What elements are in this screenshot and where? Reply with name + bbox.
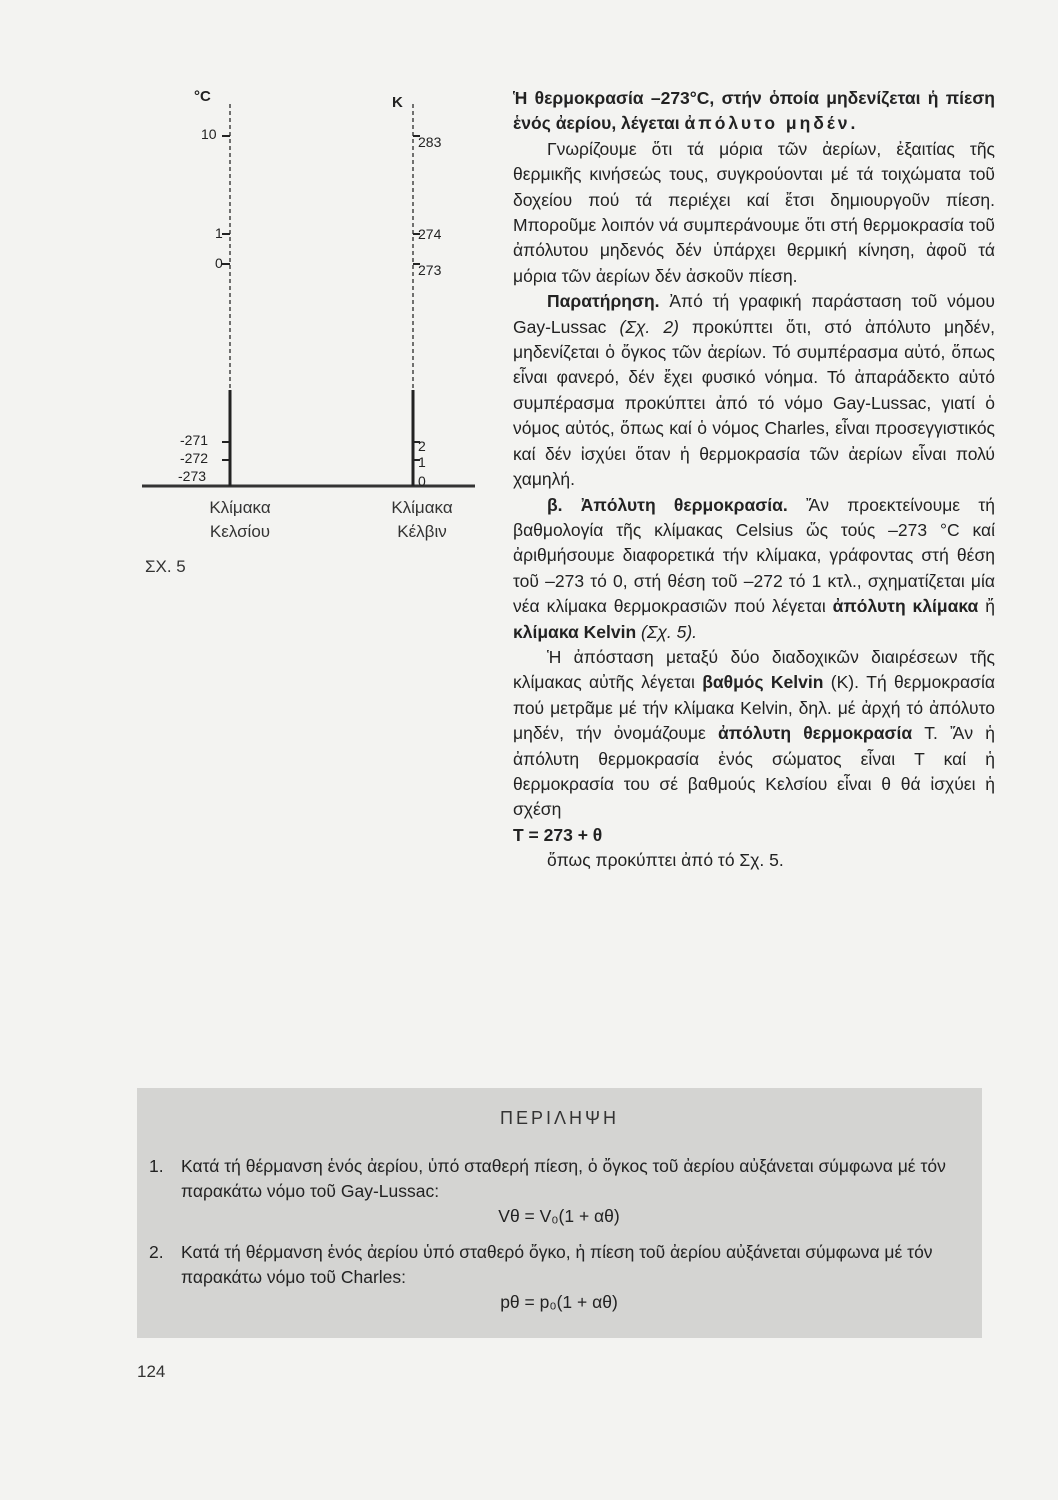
figure-caption: ΣΧ. 5 bbox=[145, 557, 186, 576]
kelvin-tick-label: 274 bbox=[418, 226, 442, 242]
celsius-tick-label: 10 bbox=[201, 126, 217, 142]
kelvin-unit: K bbox=[392, 94, 403, 111]
summary-title: ΠΕΡΙΛΗΨΗ bbox=[499, 1108, 620, 1128]
charles-formula: pθ = p₀(1 + αθ) bbox=[500, 1292, 618, 1312]
celsius-tick-label: -273 bbox=[178, 468, 207, 484]
kelvin-tick-label: 2 bbox=[418, 438, 426, 454]
paragraph-absolute-temperature: β. Ἀπόλυτη θερμοκρασία. Ἄν προεκτείνουμε τή βαθμολογία τῆς κλίμακας Celsius ὥς τούς –273 °C καί ἀριθμήσουμε διαφορετικά τήν κλίμακα, γράφοντας στή θέση τοῦ –273 τό 0, στή θέση τοῦ –272 τό 1 κτλ., σχηματίζεται μία νέα κλίμακα θερμοκρασιῶν πού λέγεται ἀπόλυτη κλίμακα ἤ κλίμακα Kelvin (Σχ. 5). bbox=[513, 494, 995, 642]
kelvin-tick-label: 1 bbox=[418, 454, 426, 470]
celsius-tick-label: 0 bbox=[215, 255, 223, 271]
summary-box bbox=[137, 1088, 982, 1338]
gay-lussac-formula: Vθ = V₀(1 + αθ) bbox=[498, 1206, 620, 1226]
kelvin-tick-label: 283 bbox=[418, 134, 442, 150]
kelvin-tick-label: 0 bbox=[418, 473, 426, 489]
paragraph-observation: Παρατήρηση. Ἀπό τή γραφική παράσταση τοῦ νόμου Gay-Lussac (Σχ. 2) προκύπτει ὅτι, στό ἀπόλυτο μηδέν, μηδενίζεται ὁ ὄγκος τῶν ἀερίων. Τό συμπέρασμα αὐτό, ὅπως εἶναι φανερό, δέν ἔχει φυσικό νόημα. Τό ἀπαράδεκτο αὐτό συμπέρασμα προκύπτει ἀπό τό νόμο Gay-Lussac, γιατί ὁ νόμος αὐτός, ὅπως καί ὁ νόμος Charles, εἶναι προσεγγιστικός καί δέν ἰσχύει ὅταν ἡ θερμοκρασία τῶν ἀερίων εἶναι πολύ χαμηλή. bbox=[513, 291, 995, 490]
main-text bbox=[513, 86, 995, 874]
celsius-tick-label: -272 bbox=[180, 450, 209, 466]
page-number: 124 bbox=[137, 1362, 166, 1381]
paragraph-molecules: Γνωρίζουμε ὅτι τά μόρια τῶν ἀερίων, ἐξαιτίας τῆς θερμικῆς κινήσεώς τους, συγκρούονται μέ τά τοιχώματα τοῦ δοχείου πού τά περιέχει καί ἔτσι δημιουργοῦν πίεση. Μποροῦμε λοιπόν νά συμπεράνουμε ὅτι στή θερμοκρασία τοῦ ἀπόλυτου μηδενός δέν ὑπάρχει θερμική κίνηση, ἀφοῦ τά μόρια τῶν ἀερίων δέν ἀσκοῦν πίεση. bbox=[513, 138, 995, 286]
kelvin-scale-name: Κλίμακα Κέλβιν bbox=[391, 498, 453, 541]
summary-item: 1. Κατά τή θέρμανση ἑνός ἀερίου, ὑπό σταθερή πίεση, ὁ ὄγκος τοῦ ἀερίου αὐξάνεται σύμφωνα μέ τόν παρακάτω νόμο τοῦ Gay-Lussac: Vθ = V₀(1 + αθ) bbox=[149, 1154, 969, 1229]
kelvin-tick-label: 273 bbox=[418, 262, 442, 278]
paragraph-absolute-zero: Ἡ θερμοκρασία –273°C, στήν ὁποία μηδενίζεται ἡ πίεση ἑνός ἀερίου, λέγεται ἀπόλυτο μηδέν. bbox=[513, 88, 995, 134]
summary-item: 2. Κατά τή θέρμανση ἑνός ἀερίου ὑπό σταθερό ὄγκο, ἡ πίεση τοῦ ἀερίου αὐξάνεται σύμφωνα μέ τόν παρακάτω νόμο τοῦ Charles: pθ = p₀(1 + αθ) bbox=[149, 1240, 969, 1315]
paragraph-formula-source: ὅπως προκύπτει ἀπό τό Σχ. 5. bbox=[547, 850, 784, 871]
celsius-unit: °C bbox=[194, 88, 211, 105]
paragraph-kelvin-degree: Ἡ ἀπόσταση μεταξύ δύο διαδοχικῶν διαιρέσεων τῆς κλίμακας αὐτῆς λέγεται βαθμός Kelvin (K). Τή θερμοκρασία πού μετρᾶμε μέ τήν κλίμακα Kelvin, δηλ. μέ ἀρχή τό ἀπόλυτο μηδέν, τήν ὀνομάζουμε ἀπόλυτη θερμοκρασία T. Ἄν ἡ ἀπόλυτη θερμοκρασία ἑνός σώματος εἶναι T καί ἡ θερμοκρασία του σέ βαθμούς Κελσίου εἶναι θ θά ἰσχύει ἡ σχέση bbox=[513, 646, 995, 820]
celsius-tick-label: 1 bbox=[215, 225, 223, 241]
scales-figure bbox=[130, 80, 480, 600]
celsius-tick-label: -271 bbox=[180, 432, 209, 448]
celsius-scale-name: Κλίμακα Κελσίου bbox=[209, 498, 271, 541]
kelvin-formula: T = 273 + θ bbox=[513, 824, 603, 845]
